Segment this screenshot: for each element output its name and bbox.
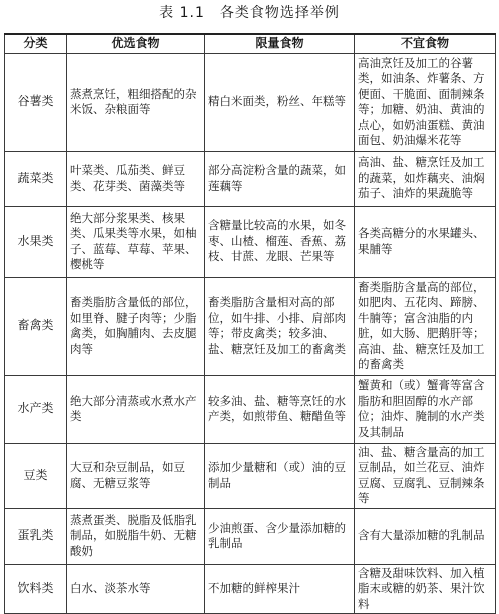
table-row: [5, 375, 496, 443]
header-category: 分类: [5, 34, 67, 53]
preferred-cell: 叶菜类、瓜茄类、鲜豆类、花芽类、菌藻类等: [67, 151, 205, 206]
preferred-cell: 蒸煮蛋类、脱脂及低脂乳制品，如脱脂牛奶、无糖酸奶: [67, 508, 205, 564]
preferred-cell: 绝大部分清蒸或水煮水产类: [67, 375, 205, 443]
header-limited: 限量食物: [205, 34, 355, 53]
avoid-cell: 畜类脂肪含量高的部位，如肥肉、五花肉、蹄膀、牛腩等；富含油脂的内脏，如大肠、肥鹅肝等；高油、盐、糖烹饪及加工的畜禽类: [355, 277, 496, 375]
category-cell: 蛋乳类: [5, 508, 67, 564]
avoid-cell: 油、盐、糖含量高的加工豆制品，如兰花豆、油炸豆腐、豆腐乳、豆制辣条等: [355, 443, 496, 508]
limited-cell: 较多油、盐、糖等烹饪的水产类，如煎带鱼、糖醋鱼等: [205, 375, 355, 443]
preferred-cell: 大豆和杂豆制品，如豆腐、无糖豆浆等: [67, 443, 205, 508]
category-cell: 蔬菜类: [5, 151, 67, 206]
category-cell: 豆类: [5, 443, 67, 508]
preferred-cell: 畜类脂肪含量低的部位，如里脊、腱子肉等；少脂禽类，如胸脯肉、去皮腿肉等: [67, 277, 205, 375]
limited-cell: 畜类脂肪含量相对高的部位，如牛排、小排、肩部肉等；带皮禽类；较多油、盐、糖烹饪及加工的畜禽类: [205, 277, 355, 375]
preferred-cell: 绝大部分浆果类、核果类、瓜果类等水果，如柚子、蓝莓、草莓、苹果、樱桃等: [67, 206, 205, 277]
table-row: [5, 508, 496, 564]
header-avoid: 不宜食物: [355, 34, 496, 53]
limited-cell: 不加糖的鲜榨果汁: [205, 564, 355, 614]
limited-cell: 少油煎蛋、含少量添加糖的乳制品: [205, 508, 355, 564]
table-row: [5, 53, 496, 151]
limited-cell: 含糖量比较高的水果，如冬枣、山楂、榴莲、香蕉、荔枝、甘蔗、龙眼、芒果等: [205, 206, 355, 277]
table-header-row: [5, 34, 496, 53]
table-row: [5, 206, 496, 277]
category-cell: 水果类: [5, 206, 67, 277]
header-preferred: 优选食物: [67, 34, 205, 53]
limited-cell: 精白米面类，粉丝、年糕等: [205, 53, 355, 151]
limited-cell: 部分高淀粉含量的蔬菜，如莲藕等: [205, 151, 355, 206]
table-caption: 表 1.1 各类食物选择举例: [159, 5, 340, 21]
category-cell: 谷薯类: [5, 53, 67, 151]
avoid-cell: 蟹黄和（或）蟹膏等富含脂肪和胆固醇的水产部位；油炸、腌制的水产类及其制品: [355, 375, 496, 443]
preferred-cell: 白水、淡茶水等: [67, 564, 205, 614]
table-row: [5, 564, 496, 614]
limited-cell: 添加少量糖和（或）油的豆制品: [205, 443, 355, 508]
category-cell: 水产类: [5, 375, 67, 443]
table-row: [5, 151, 496, 206]
category-cell: 饮料类: [5, 564, 67, 614]
avoid-cell: 高油烹饪及加工的谷薯类，如油条、炸薯条、方便面、干脆面、面制辣条等；加糖、奶油、黄油的点心，如奶油蛋糕、黄油面包、奶油爆米花等: [355, 53, 496, 151]
category-cell: 畜禽类: [5, 277, 67, 375]
avoid-cell: 各类高糖分的水果罐头、果脯等: [355, 206, 496, 277]
avoid-cell: 含糖及甜味饮料、加入植脂末或糖的奶茶、果汁饮料: [355, 564, 496, 614]
table-row: [5, 277, 496, 375]
food-selection-table: [4, 33, 496, 614]
avoid-cell: 含有大量添加糖的乳制品: [355, 508, 496, 564]
table-row: [5, 443, 496, 508]
avoid-cell: 高油、盐、糖烹饪及加工的蔬菜，如炸藕夹、油焖茄子、油炸的果蔬脆等: [355, 151, 496, 206]
preferred-cell: 蒸煮烹饪，粗细搭配的杂米饭、杂粮面等: [67, 53, 205, 151]
